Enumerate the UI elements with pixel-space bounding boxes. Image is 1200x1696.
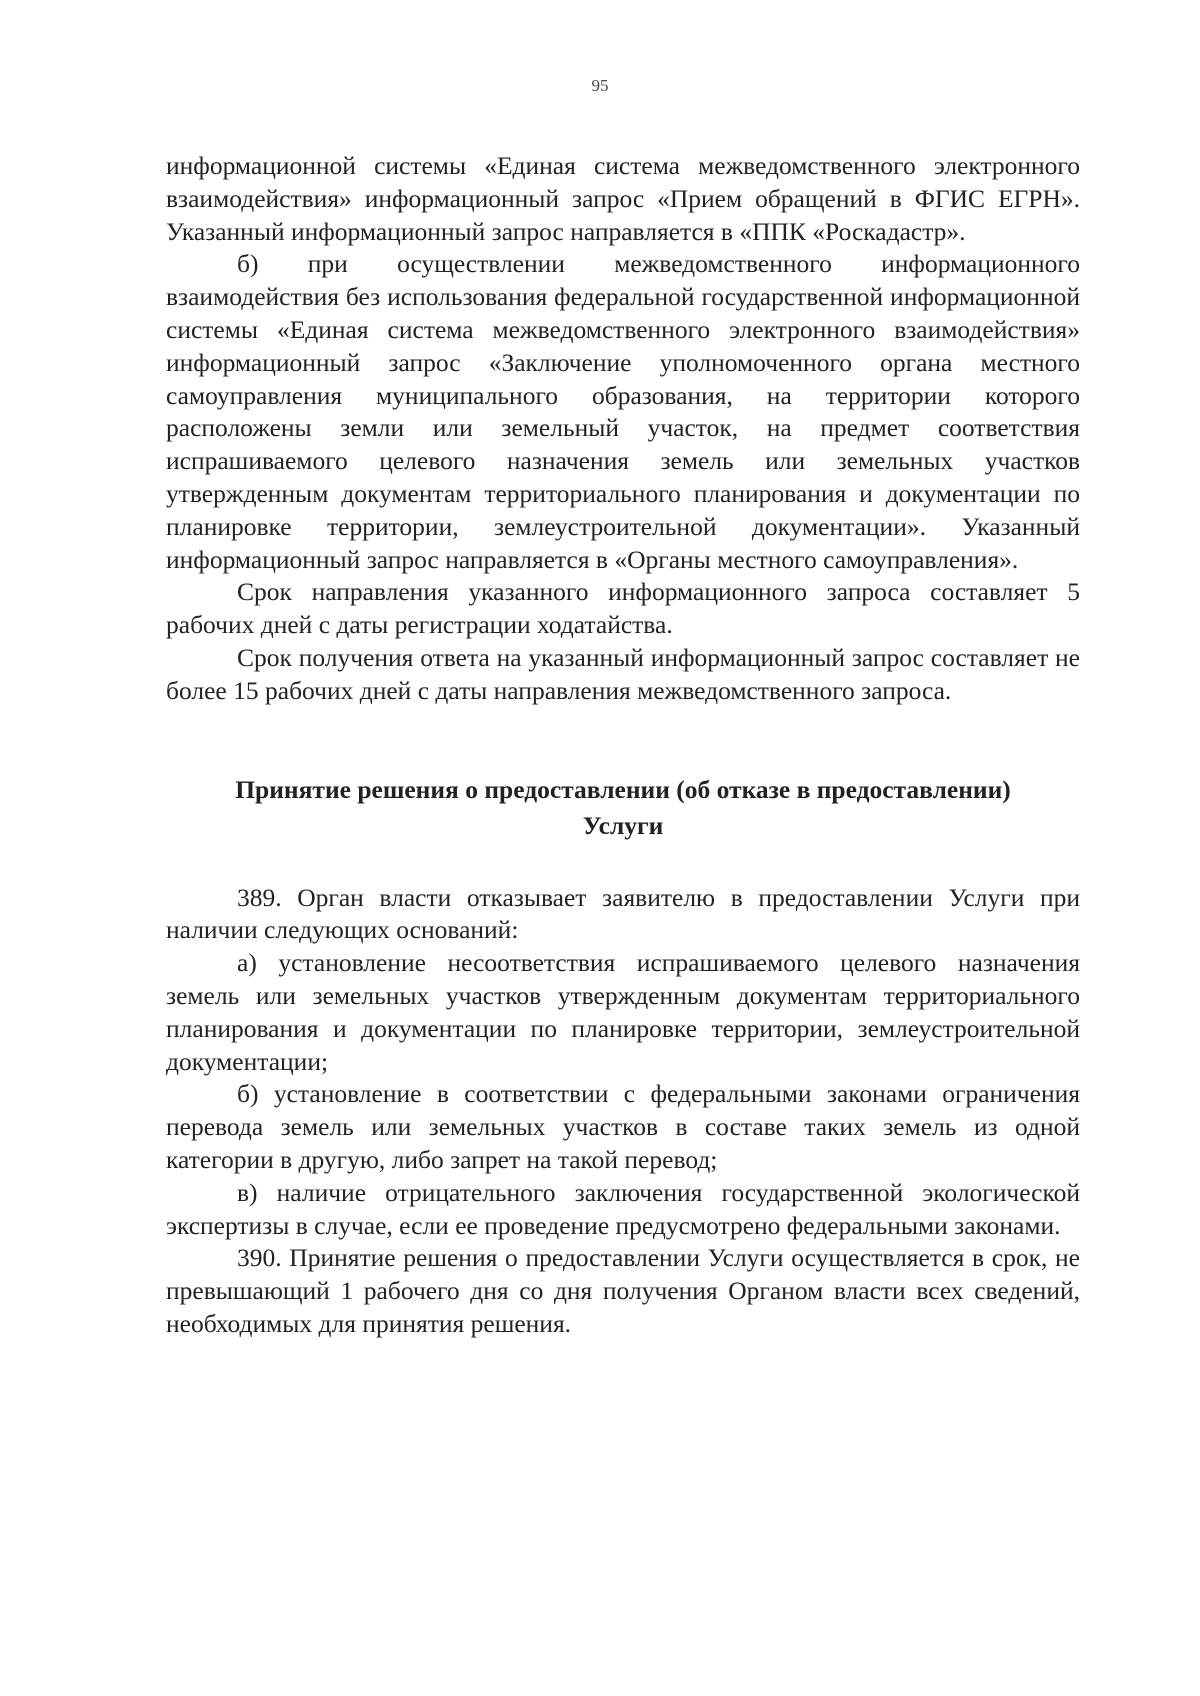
- paragraph-389-c: в) наличие отрицательного заключения государственной экологической экспертизы в случае, если ее проведение предусмотрено федеральными законами.: [166, 1177, 1080, 1240]
- paragraph-request-deadline: Срок направления указанного информационного запроса составляет 5 рабочих дней с даты регистрации ходатайства.: [166, 577, 1080, 640]
- paragraph-389-a: а) установление несоответствия испрашиваемого целевого назначения земель или земельных участков утвержденным документам территориального планирования и документации по планировке территории, землеустроительной документации;: [166, 948, 1080, 1076]
- paragraph-390: 390. Принятие решения о предоставлении Услуги осуществляется в срок, не превышающий 1 рабочего дня со дня получения Органом власти всех сведений, необходимых для принятия решения.: [166, 1243, 1080, 1338]
- document-body: [166, 150, 1080, 1341]
- paragraph-subitem-b: б) при осуществлении межведомственного информационного взаимодействия без использования федеральной государственной информационной системы «Единая система межведомственного электронного взаимодействия» информационный запрос «Заключение уполномоченного органа местного самоуправления муниципального образования, на территории которого расположены земли или земельный участок, на предмет соответствия испрашиваемого целевого назначения земель или земельных участков утвержденным документам территориального планирования и документации по планировке территории, землеустроительной документации». Указанный информационный запрос направляется в «Органы местного самоуправления».: [166, 249, 1080, 574]
- paragraph-continuation: информационной системы «Единая система межведомственного электронного взаимодействия» информационный запрос «Прием обращений в ФГИС ЕГРН». Указанный информационный запрос направляется в «ППК «Роскадастр».: [166, 151, 1080, 246]
- section-heading-line1: Принятие решения о предоставлении (об отказе в предоставлении): [235, 774, 1011, 804]
- paragraph-response-deadline: Срок получения ответа на указанный информационный запрос составляет не более 15 рабочих дней с даты направления межведомственного запроса.: [166, 642, 1080, 705]
- paragraph-389-b: б) установление в соответствии с федеральными законами ограничения перевода земель или земельных участков в составе таких земель из одной категории в другую, либо запрет на такой перевод;: [166, 1079, 1080, 1174]
- page-number: 95: [591, 76, 609, 95]
- section-heading-line2: Услуги: [582, 810, 664, 840]
- section-heading: [166, 772, 1080, 844]
- paragraph-389: 389. Орган власти отказывает заявителю в предоставлении Услуги при наличии следующих оснований:: [166, 882, 1080, 945]
